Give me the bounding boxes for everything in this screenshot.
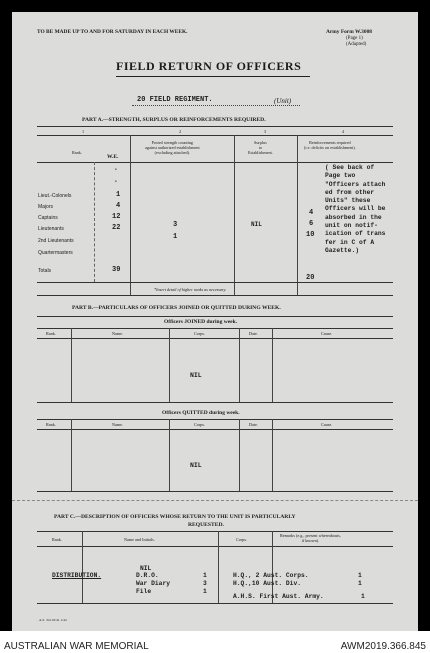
part-c-divider-2 [218, 531, 219, 603]
rank-majors: Majors [38, 204, 54, 210]
part-a-divider-3 [297, 135, 298, 295]
header-bottom-rule [37, 162, 393, 163]
reinforce-totals: 20 [306, 274, 315, 282]
part-b-top-rule [37, 316, 393, 317]
joined-divider-3 [239, 328, 240, 402]
header-instruction: TO BE MADE UP TO AND FOR SATURDAY IN EACH WEEK. [37, 29, 188, 35]
part-a-divider-1 [130, 135, 131, 295]
page-label: (Page 1) [346, 36, 363, 41]
joined-heading: Officers JOINED during week. [164, 319, 238, 325]
surplus-nil: NIL [251, 221, 262, 228]
joined-divider-1 [71, 328, 72, 402]
reinforce-2nd-lieutenants: 10 [306, 231, 315, 239]
col-header-reinforcements: Reinforcements required (i.e. deficits on establishment). [304, 140, 356, 150]
posted-captains: 3 [173, 221, 178, 229]
rank-lt-colonels: Lieut.-Colonels [38, 193, 72, 199]
col-header-posted: Posted strength counting against authorized establishment (excluding attached). [145, 140, 200, 155]
dist-item-1-count: 1 [203, 572, 207, 579]
part-c-heading-line2: REQUESTED. [188, 522, 224, 528]
perforation-line [12, 500, 418, 501]
part-c-col-corps: Corps. [236, 537, 248, 542]
part-c-col-rank: Rank. [52, 537, 62, 542]
col-number-rule [37, 135, 393, 136]
rank-quartermasters: Quartermasters [38, 250, 73, 256]
we-majors: 4 [116, 202, 121, 210]
quitted-col-corps: Corps. [194, 422, 206, 427]
dist-item-4-count: 1 [358, 572, 362, 579]
dist-item-1-name: D.R.O. [136, 572, 159, 579]
dist-item-5-name: H.Q.,10 Aust. Div. [233, 580, 302, 587]
page-title: FIELD RETURN OF OFFICERS [116, 59, 302, 73]
joined-col-corps: Corps. [194, 331, 206, 336]
quitted-header-top [37, 419, 393, 420]
rank-totals: Totals [38, 268, 52, 274]
quitted-col-name: Name. [112, 422, 124, 427]
caption-bar [0, 631, 430, 653]
quitted-divider-3 [239, 419, 240, 491]
posted-lieutenants: 1 [173, 233, 178, 241]
document-page [12, 12, 418, 631]
joined-nil: NIL [190, 372, 202, 379]
unit-dotted-line [132, 105, 300, 106]
distribution-label: DISTRIBUTION. [52, 572, 102, 579]
joined-col-cause: Cause. [321, 331, 333, 336]
rank-2nd-lieutenants: 2nd Lieutenants [38, 238, 74, 244]
unit-label: (Unit) [274, 97, 292, 105]
col-num-4: 4 [342, 129, 345, 134]
rank-dotted-divider [94, 162, 95, 282]
quitted-col-rank: Rank. [46, 422, 56, 427]
quitted-divider-2 [169, 419, 170, 491]
dist-item-4-name: H.Q., 2 Aust. Corps. [233, 572, 309, 579]
unit-value: 20 FIELD REGIMENT. [137, 96, 213, 104]
institution-caption: AUSTRALIAN WAR MEMORIAL [4, 641, 149, 652]
quitted-nil: NIL [190, 462, 202, 469]
quitted-bottom-rule [37, 491, 393, 492]
joined-header-bottom [37, 338, 393, 339]
army-form-number: Army Form W.3008 [326, 29, 372, 35]
part-c-col-name: Name and Initials. [124, 537, 155, 542]
dist-item-2-count: 3 [203, 580, 207, 587]
we-captains: 12 [112, 213, 121, 221]
dist-item-6-count: 1 [361, 593, 365, 600]
rank-lieutenants: Lieutenants [38, 226, 64, 232]
reinforcement-note: ( See back of Page two "Officers attach ed from other Units" these Officers will be absorbed in the unit on notif- ication of trans fer in C of A Gazette.) [325, 164, 386, 254]
joined-col-name: Name. [112, 331, 124, 336]
rank-captains: Captains [38, 215, 58, 221]
col-num-2: 2 [179, 129, 182, 134]
dist-item-3-name: File [136, 588, 152, 595]
part-c-divider-1 [82, 531, 83, 603]
part-c-bottom-rule [37, 603, 393, 604]
accession-number: AWM2019.366.845 [340, 641, 426, 652]
totals-rule [37, 282, 393, 283]
title-underline [116, 76, 310, 77]
part-a-top-rule [37, 126, 393, 127]
quitted-col-date: Date. [249, 422, 258, 427]
quitted-divider-1 [71, 419, 72, 491]
dist-item-6-name: A.H.S. First Aust. Army. [233, 593, 324, 600]
quitted-heading: Officers QUITTED during week. [162, 410, 240, 416]
dist-item-2-name: War Diary [136, 580, 171, 587]
joined-header-top [37, 328, 393, 329]
col-header-rank: Rank. [72, 150, 82, 155]
quitted-header-bottom [37, 429, 393, 430]
adapted-label: (Adapted) [346, 42, 367, 47]
joined-divider-4 [272, 328, 273, 402]
part-c-heading-line1: PART C.—DESCRIPTION OF OFFICERS WHOSE RETURN TO THE UNIT IS PARTICULARLY [54, 514, 296, 520]
part-c-col-remarks: Remarks (e.g., present whereabouts, if known). [280, 533, 341, 543]
print-code: A.S. 3rd 10/41 1/42 [39, 618, 67, 622]
part-a-heading: PART A.—STRENGTH, SURPLUS OR REINFORCEMENTS REQUIRED. [82, 117, 266, 123]
dist-item-5-count: 1 [358, 580, 362, 587]
joined-col-date: Date. [249, 331, 258, 336]
joined-col-rank: Rank. [46, 331, 56, 336]
reinforce-captains: 4 [309, 209, 314, 217]
part-c-header-bottom [37, 546, 393, 547]
joined-divider-2 [169, 328, 170, 402]
we-lieutenants: 22 [112, 224, 121, 232]
part-b-heading: PART B.—PARTICULARS OF OFFICERS JOINED OR QUITTED DURING WEEK. [72, 305, 281, 311]
col-header-we: W.E. [107, 154, 119, 160]
we-blank-2: - [114, 178, 118, 185]
quitted-col-cause: Cause. [321, 422, 333, 427]
part-a-bottom-rule [37, 295, 393, 296]
quitted-divider-4 [272, 419, 273, 491]
dist-item-3-count: 1 [203, 588, 207, 595]
col-header-surplus: Surplus to Establishment. [248, 140, 273, 155]
we-totals: 39 [112, 266, 121, 274]
part-c-nil: NIL [140, 565, 152, 572]
part-a-divider-2 [234, 135, 235, 295]
joined-bottom-rule [37, 402, 393, 403]
we-blank-1: - [114, 166, 118, 173]
part-c-top-rule [37, 531, 393, 532]
col-num-3: 3 [264, 129, 267, 134]
col-num-1: 1 [82, 129, 85, 134]
reinforce-lieutenants: 6 [309, 220, 314, 228]
we-lt-colonels: 1 [116, 191, 121, 199]
footnote: *Insert detail of higher ranks as necessary. [154, 287, 227, 292]
